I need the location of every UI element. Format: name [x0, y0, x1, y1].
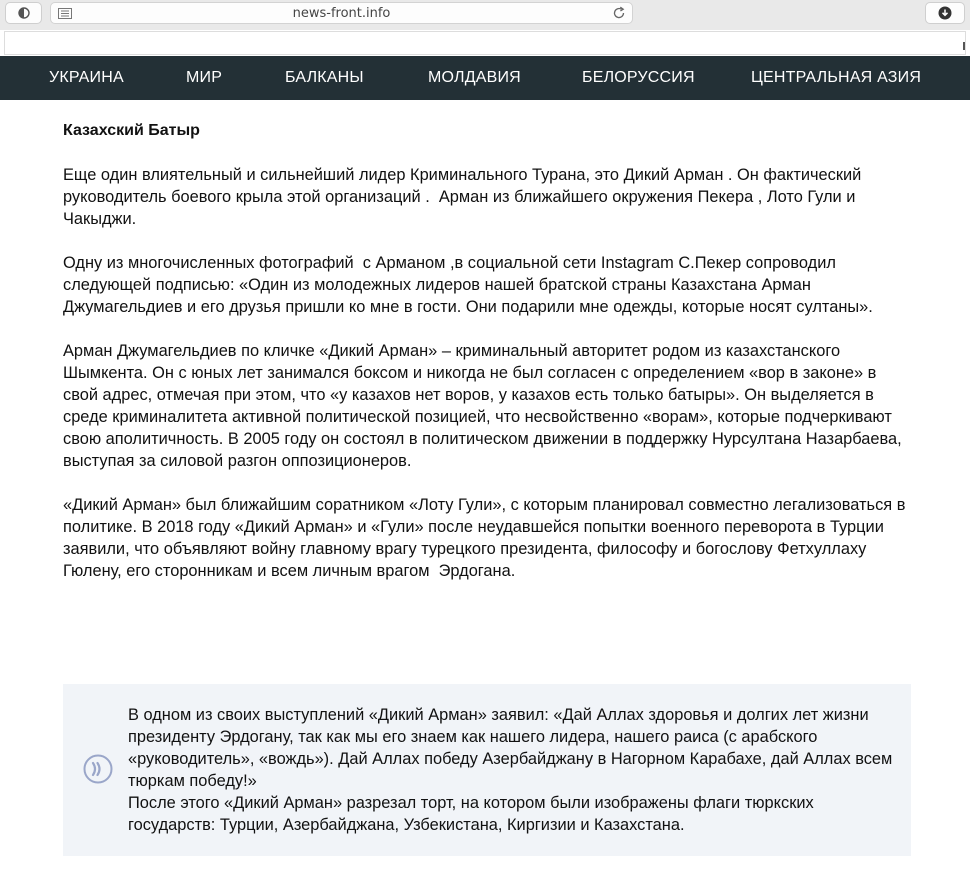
article-heading: Казахский Батыр: [63, 122, 200, 139]
strip-marker: [963, 42, 965, 50]
article-paragraph: Еще один влиятельный и сильнейший лидер Криминального Турана, это Дикий Арман . Он фактический руководитель боевого крыла этой организаций . Арман из ближайшего окружения Пекера , Лото Гули и Чакыджи.: [63, 166, 866, 228]
nav-item-world[interactable]: МИР: [186, 69, 223, 86]
article-paragraph: Арман Джумагельдиев по кличке «Дикий Арман» – криминальный авторитет родом из казахстанского Шымкента. Он с юных лет занимался боксом и никогда не был согласен с определением «вор в законе» в свой адрес, отмечая при этом, что «у казахов нет воров, у казахов есть только батыры». Он выделяется в среде криминалитета активной политической позицией, что несвойственно «ворам», которые подчеркивают свою аполитичность. В 2005 году он состоял в политическом движении в поддержку Нурсултана Назарбаева, выступая за силовой разгон оппозиционеров.: [63, 342, 907, 470]
article-paragraph: Одну из многочисленных фотографий с Арманом ,в социальной сети Instagram С.Пекер сопроводил следующей подписью: «Один из молодежных лидеров нашей братской страны Казахстана Арман Джумагельдиев и его друзья пришли ко мне в гости. Они подарили мне одежды, которые носят султаны».: [63, 254, 873, 316]
reload-icon[interactable]: [612, 6, 626, 20]
blockquote: [63, 684, 911, 856]
browser-toolbar: [0, 0, 970, 30]
quote-icon: [83, 754, 113, 784]
nav-item-moldova[interactable]: МОЛДАВИЯ: [428, 69, 521, 86]
nav-item-belarus[interactable]: БЕЛОРУССИЯ: [582, 69, 695, 86]
nav-item-ukraine[interactable]: УКРАИНА: [49, 69, 124, 86]
nav-item-balkans[interactable]: БАЛКАНЫ: [285, 69, 364, 86]
shield-icon: [18, 7, 30, 19]
quote-text: В одном из своих выступлений «Дикий Арман» заявил: «Дай Аллах здоровья и долгих лет жизни президенту Эрдогану, так как мы его знаем как нашего лидера, нашего раиса (с арабского «руководитель», «вождь»). Дай Аллах победу Азербайджану в Нагорном Карабахе, дай Аллах всем тюркам победу!» После этого «Дикий Арман» разрезал торт, на котором были изображены флаги тюркских государств: Турции, Азербайджана, Узбекистана, Киргизии и Казахстана.: [128, 706, 893, 834]
download-icon: [938, 6, 952, 20]
address-bar[interactable]: [50, 2, 633, 24]
url-text[interactable]: news-front.info: [292, 6, 391, 21]
article-body: [63, 120, 913, 604]
article-paragraph: «Дикий Арман» был ближайшим соратником «Лоту Гули», с которым планировал совместно легализоваться в политике. В 2018 году «Дикий Арман» и «Гули» после неудавшейся попытки военного переворота в Турции заявили, что объявляют войну главному врагу турецкого президента, философу и богослову Фетхуллаху Гюлену, его сторонникам и всем личным врагом Эрдогана.: [63, 496, 910, 580]
nav-item-central-asia[interactable]: ЦЕНТРАЛЬНАЯ АЗИЯ: [751, 69, 922, 86]
main-navigation: [0, 56, 970, 100]
privacy-button[interactable]: [5, 2, 42, 24]
ad-banner-strip: [4, 31, 966, 55]
downloads-button[interactable]: [925, 2, 965, 24]
